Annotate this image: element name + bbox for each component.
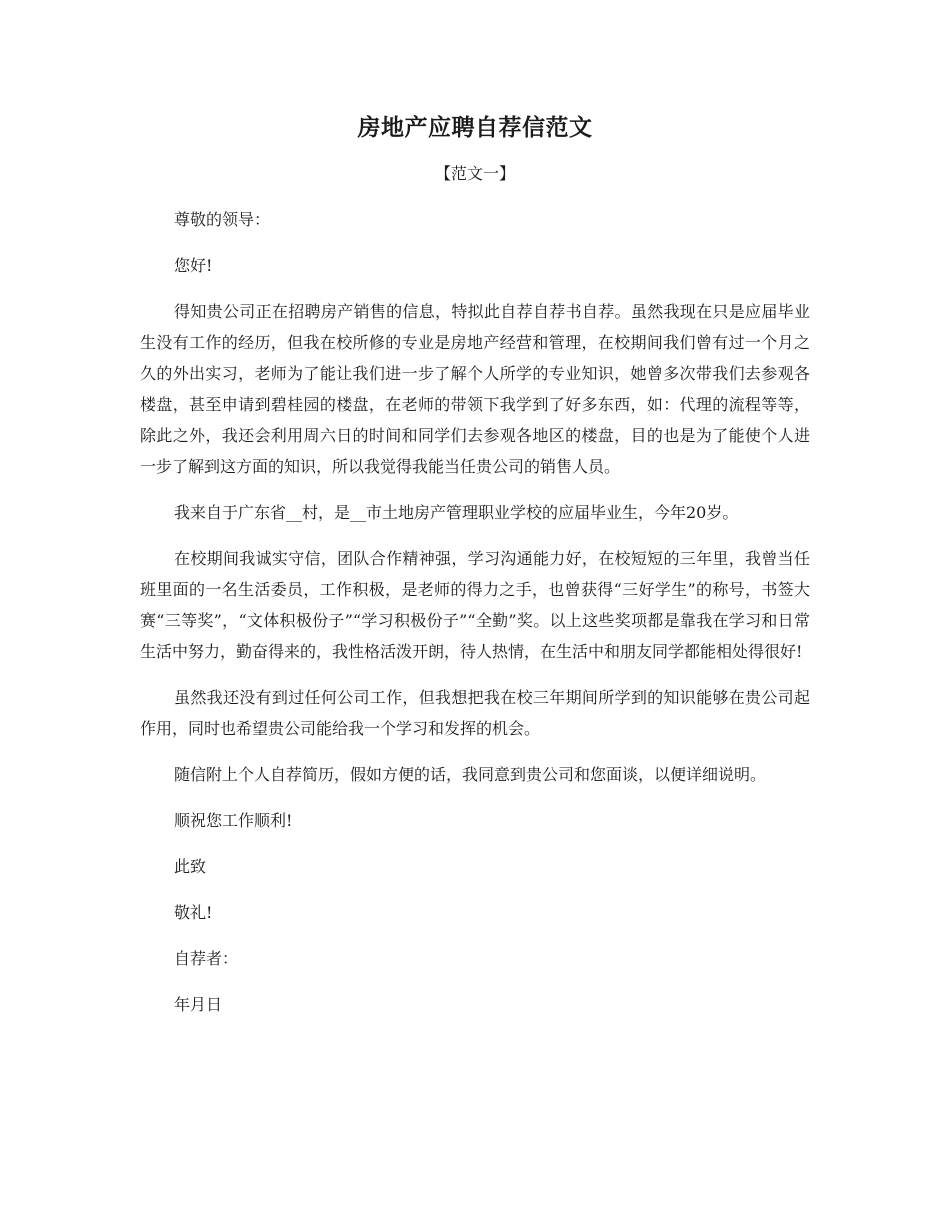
greeting: 您好! [174,256,213,275]
body-paragraph-hope: 虽然我还没有到过任何公司工作，但我想把我在校三年期间所学到的知识能够在贵公司起作用，同时也希望贵公司能给我一个学习和发挥的机会。 [140,688,810,738]
closing-cizhi: 此致 [174,857,207,876]
document-subtitle: 【范文一】 [434,164,515,183]
closing-wish: 顺祝您工作顺利! [174,811,293,830]
body-paragraph-origin: 我来自于广东省__村，是__市土地房产管理职业学校的应届毕业生，今年20岁。 [174,503,739,522]
signature-label: 自荐者： [174,949,239,968]
date-line: 年月日 [174,995,223,1014]
body-paragraph-intro: 得知贵公司正在招聘房产销售的信息，特拟此自荐自荐书自荐。虽然我现在只是应届毕业生没有工作的经历，但我在校所修的专业是房地产经营和管理，在校期间我们曾有过一个月之久的外出实习，老师为了能让我们进一步了解个人所学的专业知识，她曾多次带我们去参观各楼盘，甚至申请到碧桂园的楼盘，在老师的带领下我学到了好多东西，如：代理的流程等等，除此之外，我还会利用周六日的时间和同学们去参观各地区的楼盘，目的也是为了能使个人进一步了解到这方面的知识，所以我觉得我能当任贵公司的销售人员。 [140,302,810,476]
salutation: 尊敬的领导： [174,210,271,229]
body-paragraph-attachment: 随信附上个人自荐简历，假如方便的话，我同意到贵公司和您面谈，以便详细说明。 [174,765,767,784]
body-paragraph-school-life: 在校期间我诚实守信，团队合作精神强，学习沟通能力好，在校短短的三年里，我曾当任班里面的一名生活委员，工作积极，是老师的得力之手，也曾获得“三好学生”的称号，书签大赛“三等奖”，“文体积极份子”“学习积极份子”“全勤”奖。以上这些奖项都是靠我在学习和日常生活中努力，勤奋得来的，我性格活泼开朗，待人热情，在生活中和朋友同学都能相处得很好! [140,549,810,661]
closing-jingli: 敬礼! [174,903,213,922]
document-title: 房地产应聘自荐信范文 [357,114,593,141]
document-page [140,108,810,1035]
